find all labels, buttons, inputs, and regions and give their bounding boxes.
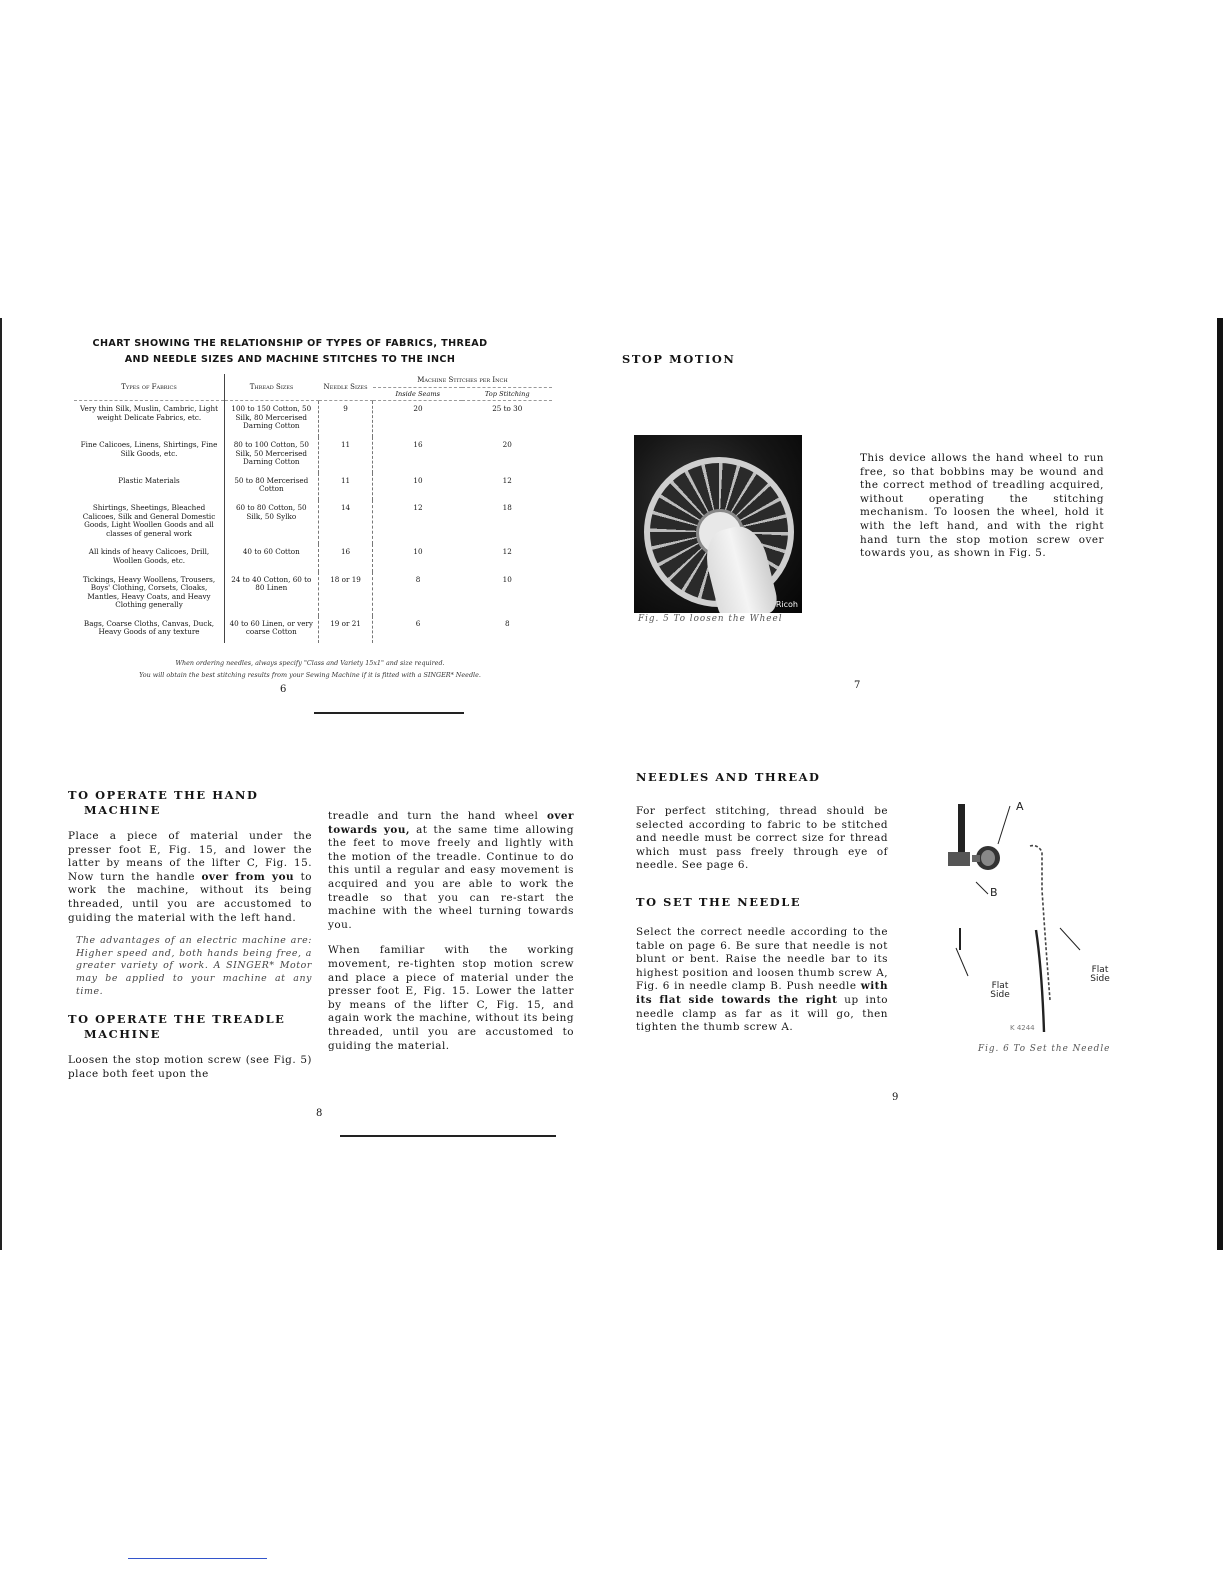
table-row [74,401,552,437]
cell-fabric: Plastic Materials [118,475,180,485]
page-number-9: 9 [892,1092,899,1103]
header-inside-seams: Inside Seams [373,387,462,401]
fabric-chart-table [74,374,552,643]
treadle-text-a: treadle and turn the hand wheel [328,810,547,822]
page-divider-rule [314,712,464,714]
cell-needle: 18 or 19 [318,572,373,616]
table-row [74,572,552,616]
cell-needle: 16 [318,544,373,571]
cell-fabric: Shirtings, Sheetings, Bleached Calicoes, Silk and General Domestic Goods, Light Woollen Goods and all classes of general work [82,502,216,538]
chart-title-line-1: CHART SHOWING THE RELATIONSHIP OF TYPES OF FABRICS, THREAD [92,338,488,349]
fig5-caption: Fig. 5 To loosen the Wheel [638,614,783,624]
page-number-8: 8 [316,1108,323,1119]
header-thread: Thread Sizes [225,374,319,401]
cell-needle: 9 [318,401,373,437]
set-needle-text-b: up into needle clamp as far as it will go, then tighten the thumb screw A. [636,993,888,1034]
page-6 [60,336,560,696]
hand-machine-heading-line2: MACHINE [84,803,161,817]
singer-needle-note: You will obtain the best stitching results from your Sewing Machine if it is fitted with a SINGER* Needle. [139,671,481,679]
hand-machine-paragraph [68,830,312,925]
set-needle-paragraph [636,926,888,1035]
cell-top-stitching: 20 [502,439,512,449]
header-top-stitching: Top Stitching [462,387,552,401]
page-9 [630,770,1150,1110]
page-divider-rule-2 [340,1135,556,1137]
cell-top-stitching: 8 [504,618,510,628]
cell-thread: 100 to 150 Cotton, 50 Silk, 80 Mercerised Darning Cotton [225,401,319,437]
cell-thread: 80 to 100 Cotton, 50 Silk, 50 Mercerised Darning Cotton [225,437,319,473]
set-needle-heading: TO SET THE NEEDLE [636,894,802,909]
table-row [74,437,552,473]
cell-fabric: Tickings, Heavy Woollens, Trousers, Boys' Clothing, Corsets, Cloaks, Mantles, Heavy Coats, and Heavy Clothing generally [82,574,216,610]
table-row [74,616,552,643]
cell-top-stitching: 18 [502,502,512,512]
cell-inside-seams: 20 [413,404,423,414]
scan-left-edge [0,318,2,1250]
hand-machine-text-a: Place a piece of material under the presser foot E, Fig. 15, and lower the latter by means of the lifter C, Fig. 15. Now turn the handle [68,830,312,883]
header-fabric: Types of Fabrics [74,374,225,401]
col-text [636,770,888,1035]
photo-mark: Ricoh [775,600,798,609]
cell-thread: 40 to 60 Linen, or very coarse Cotton [225,616,319,643]
chart-title [70,336,510,368]
cell-inside-seams: 16 [413,439,423,449]
fig-flat-side-left: Flat Side [990,981,1010,1000]
cell-fabric: All kinds of heavy Calicoes, Drill, Woollen Goods, etc. [88,547,210,565]
header-needle: Needle Sizes [318,374,373,401]
needles-thread-heading: NEEDLES AND THREAD [636,770,821,784]
fabric-table-body [74,401,552,643]
fig-label-a: A [1016,800,1024,813]
fig6-caption: Fig. 6 To Set the Needle [978,1044,1111,1054]
treadle-machine-heading [68,1012,312,1042]
fig-label-b: B [990,886,998,899]
cell-fabric: Fine Calicoes, Linens, Shirtings, Fine Silk Goods, etc. [80,439,218,458]
header-stitches: Machine Stitches per Inch [373,374,552,387]
cell-fabric: Bags, Coarse Cloths, Canvas, Duck, Heavy Goods of any texture [83,618,215,637]
col-left [68,788,312,1081]
table-row [74,473,552,500]
set-needle-text-a: Select the correct needle according to the table on page 6. Be sure that needle is not blunt or bent. Raise the needle bar to its highest position and loosen thumb screw A, Fig. 6 in needle clamp B. Push needle [636,925,888,993]
cell-top-stitching: 10 [502,574,512,584]
stop-motion-text: This device allows the hand wheel to run free, so that bobbins may be wound and the correct method of treadling acquired, without operating the stitching mechanism. To loosen the wheel, hold it with the left hand, and with the right hand turn the stop motion screw over towards you, as shown in Fig. 5. [860,452,1104,560]
cell-top-stitching: 12 [502,475,512,485]
page-number-6: 6 [280,684,287,695]
page-8 [64,780,584,1120]
cell-inside-seams: 8 [415,574,421,584]
cell-inside-seams: 10 [413,475,423,485]
needles-thread-paragraph: For perfect stitching, thread should be selected according to fabric to be stitched and needle must be correct size for thread which must pass freely through eye of needle. See page 6. [636,805,888,872]
cell-top-stitching: 25 to 30 [492,404,523,414]
fig-small-code: K 4244 [1010,1024,1035,1032]
hand-machine-text-bold: over from you [201,870,295,883]
stop-motion-heading: STOP MOTION [622,352,736,366]
chart-title-line-2: AND NEEDLE SIZES AND MACHINE STITCHES TO THE INCH [124,354,456,365]
page-7 [612,336,1120,696]
scan-right-edge [1217,318,1223,1250]
set-needle-text-bold: with its flat side towards the right [636,980,888,1006]
cell-thread: 50 to 80 Mercerised Cotton [225,473,319,500]
treadle-text-b: at the same time allowing the feet to move freely and lightly with the motion of the treadle. Continue to do this until a regular and easy movement is acquired and you are able to work the treadle so that you can re-start the machine with the wheel turning towards you. [328,823,574,931]
needle-diagram-icon [930,800,1120,1040]
treadle-text-bold: over towards you, [328,810,574,836]
col-right [328,810,574,1053]
cell-needle: 14 [318,500,373,544]
electric-advantage-note: The advantages of an electric machine are: Higher speed and, both hands being free, a greater variety of work. A SINGER* Motor may be applied to your machine at any time. [76,935,312,997]
familiar-paragraph: When familiar with the working movement, re-tighten stop motion screw and place a piece of material under the presser foot E, Fig. 15. Lower the latter by means of the lifter C, Fig. 15, and again work the machine, without its being threaded, until you are accustomed to guiding the material. [328,944,574,1052]
cell-inside-seams: 12 [413,502,423,512]
hand-wheel-photo [634,435,802,613]
treadle-continue-paragraph [328,810,574,932]
treadle-machine-heading-line2: MACHINE [84,1027,161,1042]
cell-thread: 40 to 60 Cotton [225,544,319,571]
page-number-7: 7 [854,680,861,691]
cell-fabric: Very thin Silk, Muslin, Cambric, Light weight Delicate Fabrics, etc. [80,404,218,422]
cell-needle: 11 [318,473,373,500]
table-row [74,500,552,544]
hand-machine-heading [68,788,312,818]
fig-flat-side-right: Flat Side [1090,965,1110,984]
cell-thread: 60 to 80 Cotton, 50 Silk, 50 Sylko [225,500,319,544]
cell-inside-seams: 6 [415,618,421,628]
table-row [74,544,552,571]
cell-needle: 11 [318,437,373,473]
cell-inside-seams: 10 [413,547,423,557]
hand-machine-text-b: to work the machine, without its being threaded, until you are accustomed to guiding the material with the left hand. [68,870,313,924]
needle-order-note: When ordering needles, always specify "Class and Variety 15x1" and size required. [175,659,445,667]
cell-thread: 24 to 40 Cotton, 60 to 80 Linen [225,572,319,616]
needle-figure [930,800,1120,1040]
hand-machine-heading-line1: TO OPERATE THE HAND [68,788,259,802]
treadle-machine-heading-line1: TO OPERATE THE TREADLE [68,1012,286,1027]
cell-top-stitching: 12 [502,547,512,557]
bottom-underline [128,1558,267,1559]
treadle-machine-paragraph: Loosen the stop motion screw (see Fig. 5) place both feet upon the [68,1054,312,1080]
cell-needle: 19 or 21 [318,616,373,643]
